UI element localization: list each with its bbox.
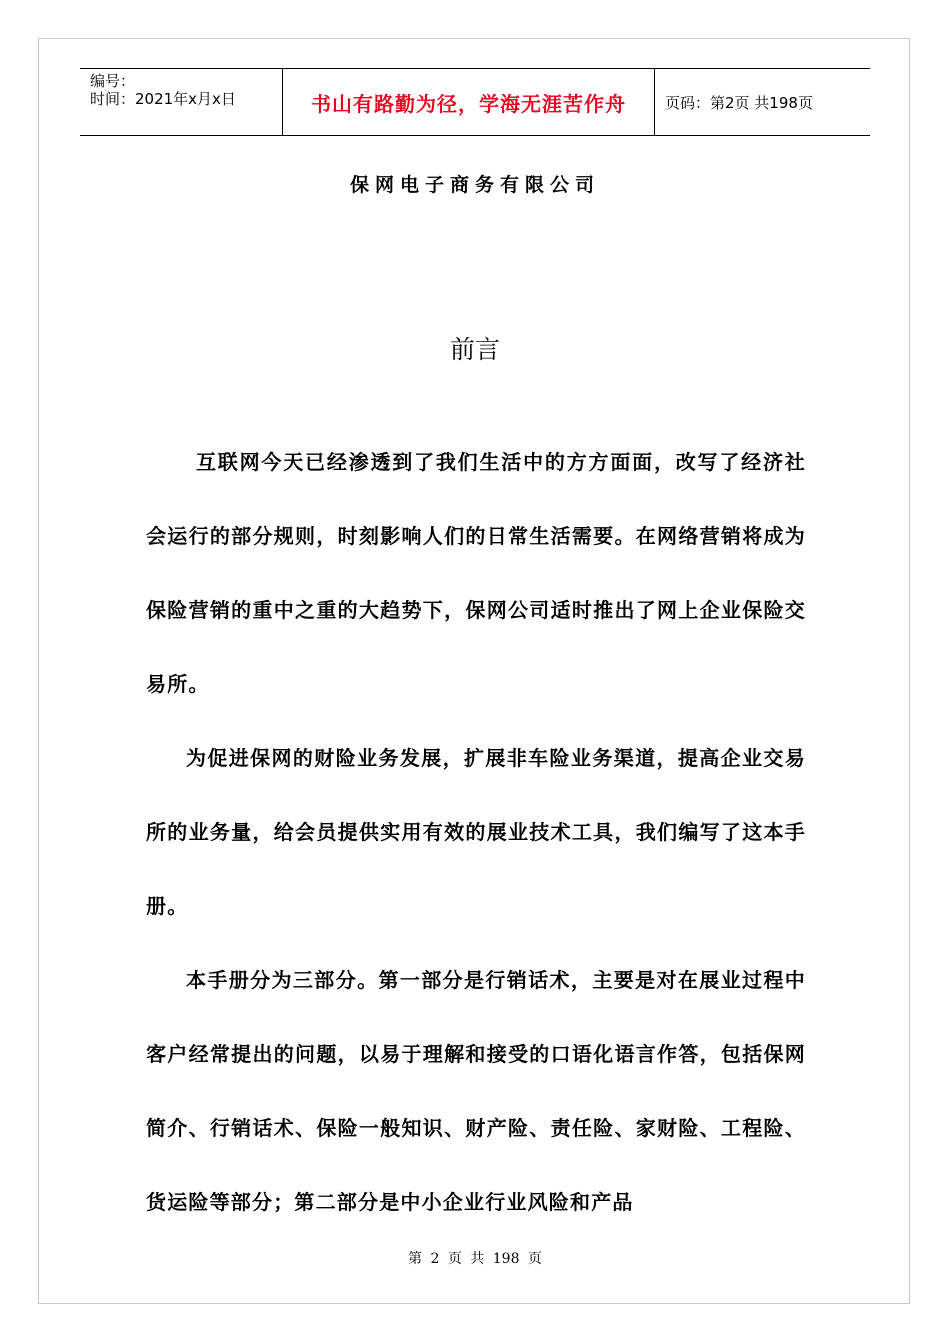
paragraph-1: 互联网今天已经渗透到了我们生活中的方方面面，改写了经济社会运行的部分规则，时刻影响人们的日常生活需要。在网络营销将成为保险营销的重中之重的大趋势下，保网公司适时推出了网上企业保险交易所。 [146,450,806,696]
header-page-info: 页码：第2页 共198页 [665,93,813,112]
document-body [146,425,806,1239]
document-header [80,68,870,136]
paragraph-3: 本手册分为三部分。第一部分是行销话术，主要是对在展业过程中客户经常提出的问题，以易于理解和接受的口语化语言作答，包括保网简介、行销话术、保险一般知识、财产险、责任险、家财险、工程险、货运险等部分；第二部分是中小企业行业风险和产品 [146,968,806,1214]
header-motto: 书山有路勤为径，学海无涯苦作舟 [282,69,655,135]
section-heading: 前言 [449,335,500,364]
header-meta [80,69,282,135]
company-name: 保网电子商务有限公司 [349,174,600,196]
paragraph-2: 为促进保网的财险业务发展，扩展非车险业务渠道，提高企业交易所的业务量，给会员提供实用有效的展业技术工具，我们编写了这本手册。 [146,746,806,918]
page-footer: 第 2 页 共 198 页 [408,1251,542,1267]
document-number-label: 编号： [90,72,136,90]
document-time-label: 时间：2021年x月x日 [90,90,236,108]
